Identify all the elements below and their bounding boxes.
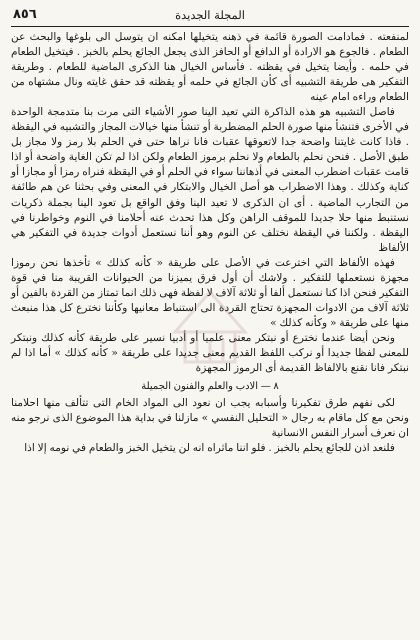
page-header bbox=[11, 6, 409, 27]
section-heading: ٨ — الادب والعلم والفنون الجميلة bbox=[141, 381, 279, 393]
paragraph-4: ونحن أيضا عندما نخترع أو نبتكر معنى علميا أو أدبيا نسير على طريقة كأنه كذلك ونبتكر للمعنى لفظا جديدا أو نركب اللفظ القديم معنى جديدا على طريقة « كأنه كذلك » أما اذا لم نبتكر فانا نقنع بالالفاظ القديمة أى الرموز المجهزة bbox=[11, 331, 409, 375]
paragraph-6: فلنعد اذن للجائع يحلم بالخبز . فلو اننا ماثراه انه لن يتخيل الخبز والطعام في نومه إلا اذا bbox=[24, 442, 395, 455]
page-number: ٨٥٦ bbox=[13, 7, 37, 22]
paragraph-1: لمنفعته . فمادامت الصورة قائمة في ذهنه يتخيلها امكنه ان يتوسل الى بلوغها والبحث عن الطعام . فالجوع هو الارادة أو الدافع أو الحافز الذى يجعل الجائع يحلم بالخبز . فيتخيل الطعام في حلمه . وأيضا يتخيل في يقظته . فأساس الخيال هنا الذكرى الماضية للطعام . وطريقة التفكير هى طريقة التشبيه أى كأن الجائع في حلمه أو يقظته قد حقق غايته ونال مشتهاه من الطعام وراءه امام عينه bbox=[11, 31, 409, 104]
paragraph-2: فاصل التشبيه هو هذه الذاكرة التي تعيد الينا صور الأشياء التى مرت بنا متدمجة الواحدة في الأخرى فتنشأ منها صورة الحلم المضطربة أو تنشأ منها خيالات المجاز والتشبيه في اليقظة . فاذا كانت غايتنا واضحة جدا لاتعوقها عقبات فانا نراها حتى في الحلم بلا رمز ولا مجاز بل طبق الأصل . فنحن نحلم بالطعام ولا نحلم برموز الطعام ولكن اذا لم تكن الغاية واضحة أو اذا قامت عقبات اضطرب المعنى في أذهاننا سواء في الحلم أو في اليقظة فنراه رمزا أو مجازا أو كناية وكذلك . وهذا الاضطراب هو أصل الخيال والابتكار في المعنى وفي بحثنا عن هم طائفة من التجارب الماضية . أى ان الذكرى لا تعيد الينا وفق الواقع بل تعود الينا بجملة ذكريات نستنبط منها حلا جديدا للموقف الراهن وكل هذا تحدث عنه أحلامنا في النوم وخواطرنا في اليقظة . ولكننا في اليقظة نختلف عن النوم وهو أننا نستعمل أدوات جديدة في التفكير هي الألفاظ bbox=[11, 106, 409, 254]
paragraph-3: فهذه الألفاظ التي اخترعت في الأصل على طريقة « كأنه كذلك » تأخذها نحن رموزا مجهزة نستعملها للتفكير . ولاشك أن أول فرق يميزنا من الحيوانات القريبة منا في قوة التفكير فنحن اذا كنا نستعمل ألفا أو ثلاثة آلاف لا لفظة فهى ذلك انما تمتاز من القردة بالفين أو ثلاثة آلاف من الادوات المجهزة تحتاج القردة الى استنباط معانيها وكأننا نخترع كل هذا منبعث منها على طريقة « وكأنه كذلك » bbox=[11, 256, 409, 329]
running-title: المجلة الجديدة bbox=[175, 8, 245, 22]
paragraph-5: لكى نفهم طرق تفكيرنا وأسبابه يجب ان نعود الى المواد الخام التى تتألف منها احلامنا ونحن مع كل ماقام به رجال « التحليل النفسي » مازلنا في بداية هذا الموضوع الذى نرجو منه ان نعرف أسرار النفس الانسانية bbox=[11, 397, 409, 440]
article-body bbox=[11, 30, 409, 456]
